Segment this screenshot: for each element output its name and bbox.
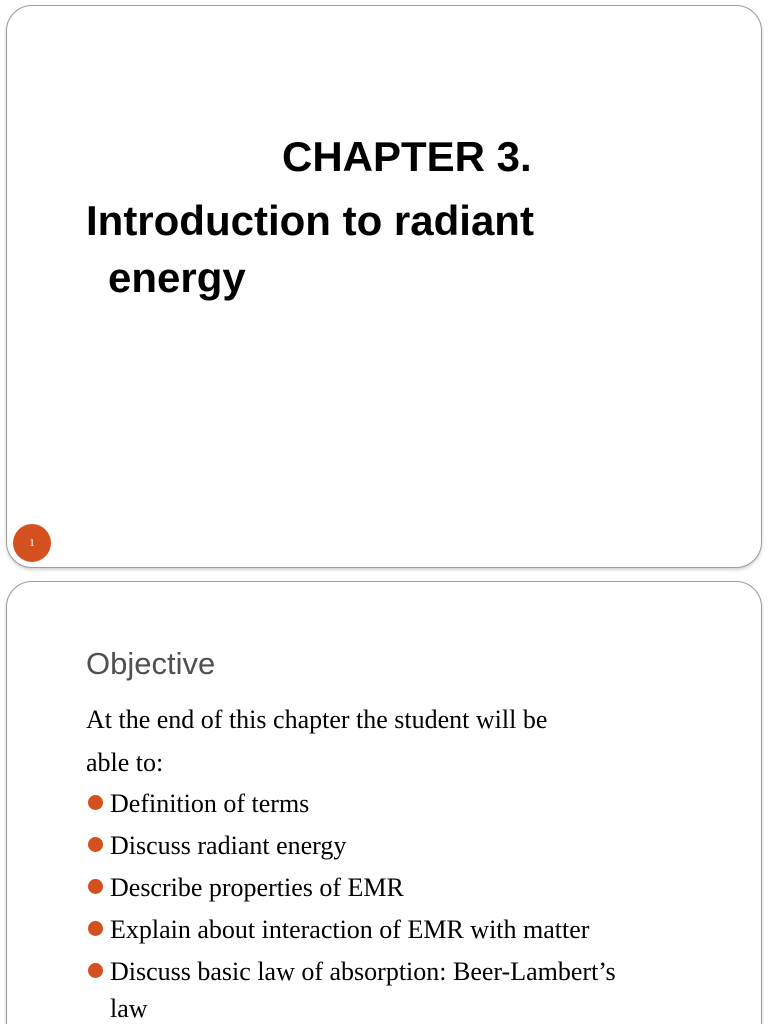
- bullet-dot-icon: [88, 795, 103, 810]
- list-item: [86, 791, 726, 833]
- list-item-text: Discuss basic law of absorption: Beer-Lambert’s: [110, 957, 616, 986]
- chapter-title-line-2: energy: [108, 254, 246, 301]
- objective-list: [86, 789, 726, 1023]
- slide-heading: Objective: [86, 646, 216, 681]
- list-item: [86, 833, 726, 875]
- chapter-number: CHAPTER 3.: [282, 133, 532, 180]
- title-slide: [6, 5, 762, 568]
- list-item: [86, 917, 726, 959]
- intro-text-line-2: able to:: [86, 748, 164, 777]
- list-item-text-continuation: law: [110, 994, 148, 1023]
- bullet-dot-icon: [88, 921, 103, 936]
- list-item-text: Discuss radiant energy: [110, 831, 347, 860]
- list-item-text: Describe properties of EMR: [110, 873, 404, 902]
- intro-text-line-1: At the end of this chapter the student will be: [86, 705, 548, 734]
- list-item: [86, 875, 726, 917]
- list-item-text: Explain about interaction of EMR with matter: [110, 915, 590, 944]
- slide-number-badge: 1: [13, 524, 51, 562]
- bullet-dot-icon: [88, 963, 103, 978]
- list-item: [86, 957, 726, 1023]
- bullet-dot-icon: [88, 879, 103, 894]
- list-item-text: Definition of terms: [110, 789, 310, 818]
- chapter-title-line-1: Introduction to radiant: [86, 197, 534, 244]
- bullet-dot-icon: [88, 837, 103, 852]
- objective-slide: [6, 581, 762, 1024]
